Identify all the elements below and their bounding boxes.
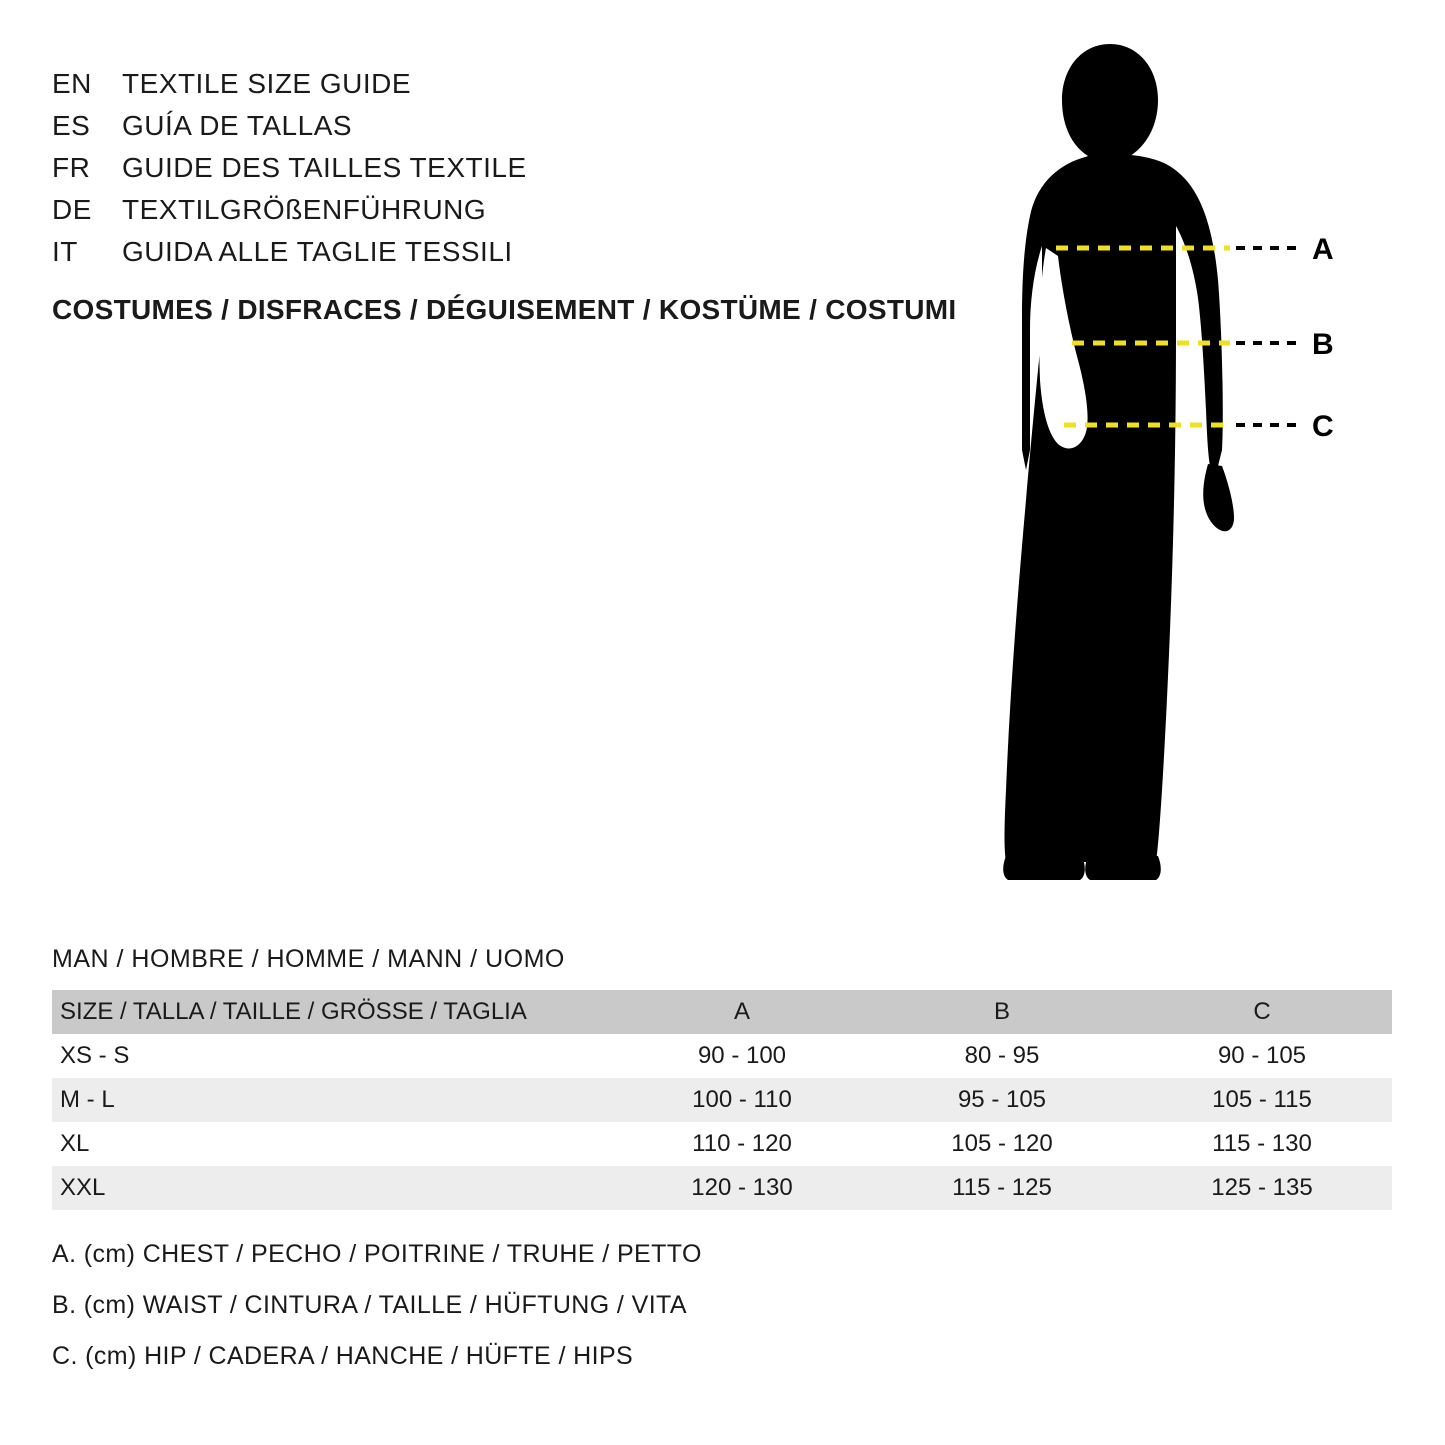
legend-line-a: A. (cm) CHEST / PECHO / POITRINE / TRUHE / PETTO — [52, 1240, 702, 1268]
language-code: ES — [52, 110, 91, 141]
table-caption: MAN / HOMBRE / HOMME / MANN / UOMO — [52, 945, 565, 973]
marker-label-b: B — [1312, 328, 1334, 361]
cell-c: 105 - 115 — [1132, 1078, 1392, 1122]
cell-size: XL — [52, 1122, 612, 1166]
language-row — [52, 152, 972, 184]
table-row — [52, 1166, 1392, 1210]
cell-a: 100 - 110 — [612, 1078, 872, 1122]
language-row — [52, 236, 972, 268]
table-row — [52, 1034, 1392, 1078]
language-code: DE — [52, 194, 92, 225]
cell-a: 120 - 130 — [612, 1166, 872, 1210]
language-title: GUÍA DE TALLAS — [122, 110, 353, 141]
table-row — [52, 1078, 1392, 1122]
size-table-section — [52, 945, 1392, 1210]
language-row — [52, 68, 972, 100]
marker-label-c: C — [1312, 410, 1334, 443]
cell-b: 95 - 105 — [872, 1078, 1132, 1122]
table-header-b: B — [872, 990, 1132, 1034]
cell-b: 105 - 120 — [872, 1122, 1132, 1166]
language-row — [52, 194, 972, 226]
cell-c: 125 - 135 — [1132, 1166, 1392, 1210]
table-header-row — [52, 990, 1392, 1034]
language-code: FR — [52, 152, 91, 183]
cell-size: XXL — [52, 1166, 612, 1210]
table-header-c: C — [1132, 990, 1392, 1034]
table-header-a: A — [612, 990, 872, 1034]
cell-a: 110 - 120 — [612, 1122, 872, 1166]
header-subtitle: COSTUMES / DISFRACES / DÉGUISEMENT / KOSTÜME / COSTUMI — [52, 294, 957, 325]
legend-line-c: C. (cm) HIP / CADERA / HANCHE / HÜFTE / HIPS — [52, 1342, 634, 1370]
header-block — [52, 68, 972, 326]
table-header-size: SIZE / TALLA / TAILLE / GRÖSSE / TAGLIA — [52, 990, 612, 1034]
table-row — [52, 1122, 1392, 1166]
measurement-legend — [52, 1240, 952, 1393]
silhouette-icon — [1003, 44, 1234, 880]
language-code: IT — [52, 236, 78, 267]
language-title: TEXTILGRÖßENFÜHRUNG — [122, 194, 487, 225]
body-measurement-figure — [960, 30, 1380, 910]
language-code: EN — [52, 68, 92, 99]
cell-b: 115 - 125 — [872, 1166, 1132, 1210]
cell-c: 90 - 105 — [1132, 1034, 1392, 1078]
language-title: TEXTILE SIZE GUIDE — [122, 68, 412, 99]
marker-label-a: A — [1312, 233, 1334, 266]
cell-c: 115 - 130 — [1132, 1122, 1392, 1166]
cell-b: 80 - 95 — [872, 1034, 1132, 1078]
legend-line-b: B. (cm) WAIST / CINTURA / TAILLE / HÜFTUNG / VITA — [52, 1291, 687, 1319]
cell-size: M - L — [52, 1078, 612, 1122]
cell-size: XS - S — [52, 1034, 612, 1078]
cell-a: 90 - 100 — [612, 1034, 872, 1078]
language-title: GUIDE DES TAILLES TEXTILE — [122, 152, 527, 183]
language-title: GUIDA ALLE TAGLIE TESSILI — [122, 236, 513, 267]
language-row — [52, 110, 972, 142]
size-table — [52, 990, 1392, 1210]
